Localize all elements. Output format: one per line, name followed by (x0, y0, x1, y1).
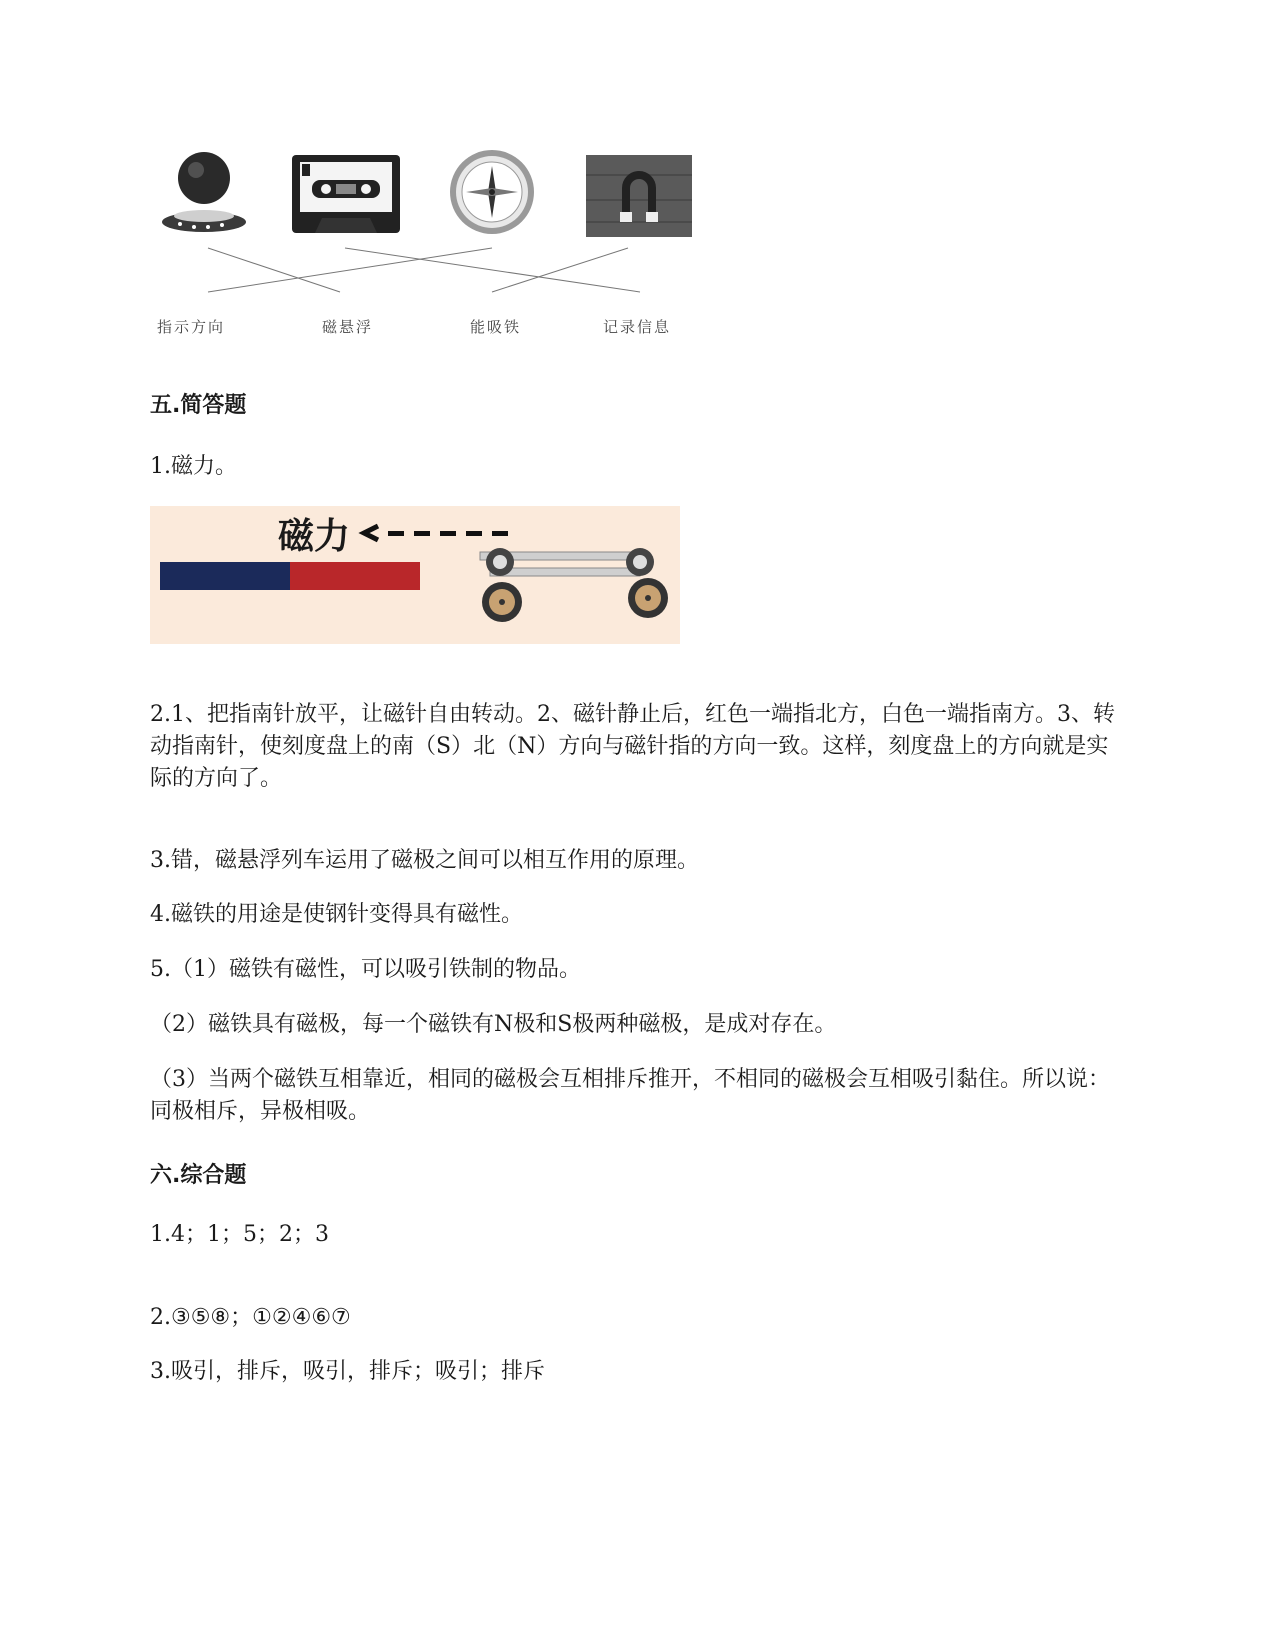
match-label-direction: 指示方向 (157, 318, 226, 336)
comprehensive-answer-2: 2.③⑤⑧；①②④⑥⑦ (150, 1305, 351, 1330)
match-label-attract-iron: 能吸铁 (470, 318, 522, 336)
answer-2: 2.1、把指南针放平，让磁针自由转动。2、磁针静止后，红色一端指北方，白色一端指南方。3、转动指南针，使刻度盘上的南（S）北（N）方向与磁针指的方向一致。这样，刻度盘上的方向就是实际的方向了。 (150, 702, 1115, 791)
toy-car (480, 548, 668, 622)
section-heading-comprehensive: 六.综合题 (150, 1163, 247, 1188)
horseshoe-magnet-image (586, 155, 692, 237)
magnetic-force-label: 磁力 (278, 516, 351, 557)
compass-image (450, 150, 534, 234)
answer-5-part-3: （3）当两个磁铁互相靠近，相同的磁极会互相排斥推开，不相同的磁极会互相吸引黏住。所以说：同极相斥，异极相吸。 (150, 1067, 1111, 1124)
comprehensive-answer-3: 3.吸引，排斥，吸引，排斥；吸引；排斥 (150, 1359, 545, 1384)
answer-4: 4.磁铁的用途是使钢针变得具有磁性。 (150, 902, 523, 927)
left-arrow-icon (364, 526, 508, 540)
magnet-car-figure (150, 506, 680, 644)
match-label-record-info: 记录信息 (603, 318, 672, 336)
answer-3: 3.错，磁悬浮列车运用了磁极之间可以相互作用的原理。 (150, 848, 699, 873)
comprehensive-answer-1: 1.4；1；5；2；3 (150, 1222, 329, 1247)
section-heading-short-answer: 五.简答题 (150, 393, 247, 418)
maglev-globe-image (162, 152, 246, 232)
matching-lines (208, 248, 640, 292)
bar-magnet (160, 562, 420, 590)
match-label-maglev: 磁悬浮 (322, 318, 374, 336)
answer-1: 1.磁力。 (150, 454, 237, 479)
answer-5-part-1: 5.（1）磁铁有磁性，可以吸引铁制的物品。 (150, 957, 581, 982)
cassette-tape-image (292, 155, 400, 233)
answer-5-part-2: （2）磁铁具有磁极，每一个磁铁有N极和S极两种磁极，是成对存在。 (150, 1012, 837, 1037)
